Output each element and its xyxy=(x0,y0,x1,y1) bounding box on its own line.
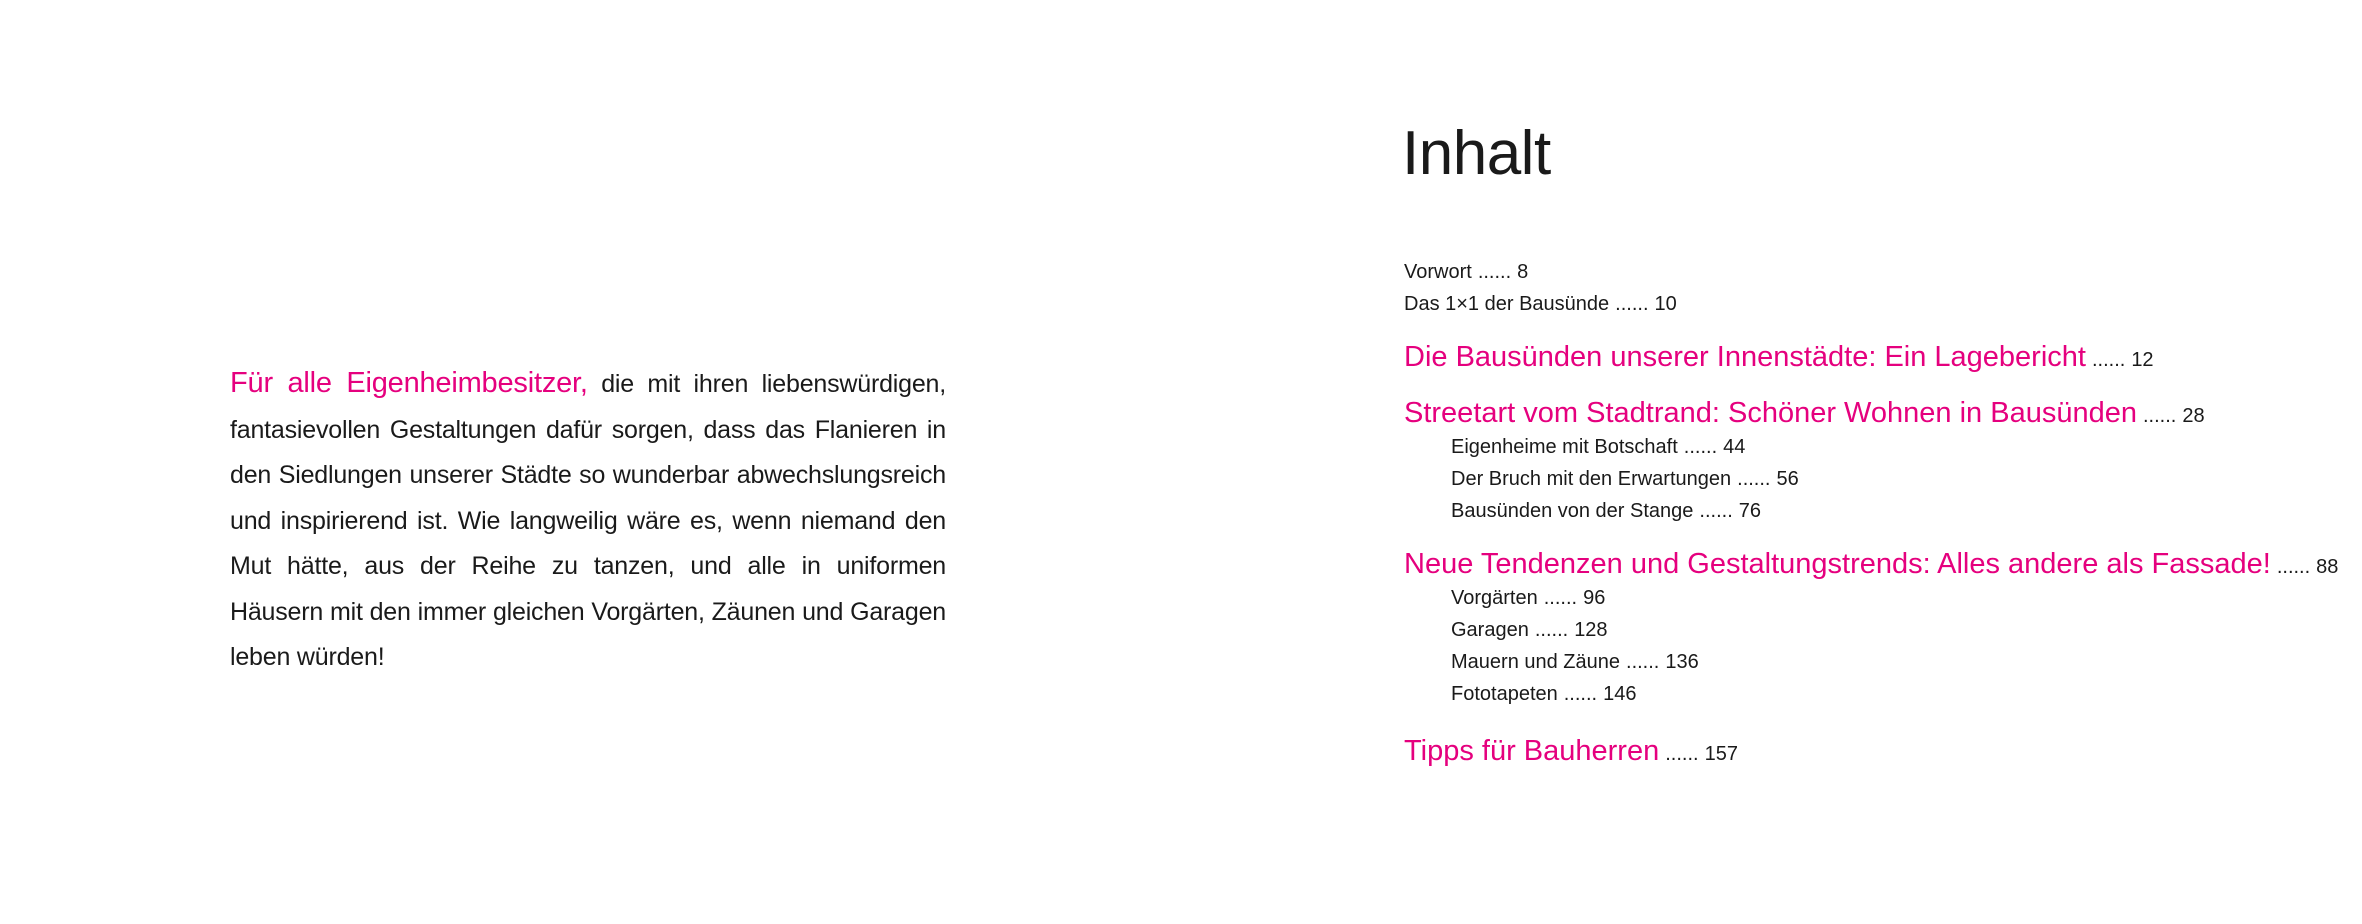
toc-chapter-title: Streetart vom Stadtrand: Schöner Wohnen in Bausünden xyxy=(1404,397,2137,429)
toc-entry-page: 96 xyxy=(1583,587,1606,609)
toc-entry-page: 128 xyxy=(1574,619,1608,641)
dedication-text: die mit ihren liebenswürdigen, fantasievollen Gestaltungen dafür sorgen, dass das Flanieren in den Siedlungen unserer Städte so wunderbar abwechslungsreich und inspirierend ist. Wie langweilig wäre es, wenn niemand den Mut hätte, aus der Reihe zu tanzen, und alle in uniformen Häusern mit den immer gleichen Vorgärten, Zäunen und Garagen leben würden! xyxy=(230,370,946,671)
toc-entry-page: 146 xyxy=(1603,683,1637,705)
toc-chapter-title: Die Bausünden unserer Innenstädte: Ein Lagebericht xyxy=(1404,341,2086,373)
toc-chapter-innenstaedte[interactable] xyxy=(1404,339,2344,375)
toc-entry-title: Bausünden von der Stange xyxy=(1451,500,1694,522)
toc-entry-vorwort[interactable] xyxy=(1404,256,2344,288)
toc-sub-stange[interactable] xyxy=(1404,495,2344,527)
toc-entry-title: Eigenheime mit Botschaft xyxy=(1451,436,1678,458)
toc-leader-dots: ...... xyxy=(1534,619,1569,641)
dedication-paragraph xyxy=(230,361,946,681)
toc-chapter-streetart[interactable] xyxy=(1404,395,2344,431)
toc-entry-title: Der Bruch mit den Erwartungen xyxy=(1451,468,1732,490)
toc-entry-page: 76 xyxy=(1738,500,1762,522)
toc-chapter-page: 12 xyxy=(2131,349,2154,371)
toc-leader-dots: ...... xyxy=(1543,587,1578,609)
toc-chapter-page: 28 xyxy=(2182,405,2205,427)
toc-entry-title: Mauern und Zäune xyxy=(1451,651,1621,673)
toc-leader-dots: ...... xyxy=(1563,683,1598,705)
toc-entry-page: 136 xyxy=(1665,651,1699,673)
toc-leader-dots: ...... xyxy=(1626,651,1660,673)
toc-entry-page: 10 xyxy=(1654,293,1677,315)
toc-leader-dots: ...... xyxy=(1615,293,1649,315)
toc-leader-dots: ...... xyxy=(1665,743,1699,765)
toc-leader-dots: ...... xyxy=(1699,500,1733,522)
toc-sub-vorgaerten[interactable] xyxy=(1404,582,2344,614)
toc-entry-title: Fototapeten xyxy=(1451,683,1558,705)
toc-chapter-page: 88 xyxy=(2316,556,2339,578)
toc-leader-dots: ...... xyxy=(1683,436,1718,458)
toc-chapter-page: 157 xyxy=(1704,743,1738,765)
toc-chapter-title: Tipps für Bauherren xyxy=(1404,735,1660,767)
toc-entry-page: 56 xyxy=(1776,468,1799,490)
toc-leader-dots: ...... xyxy=(1477,261,1512,283)
toc-entry-page: 8 xyxy=(1517,261,1529,283)
toc-leader-dots: ...... xyxy=(2091,349,2126,371)
toc-sub-mauern[interactable] xyxy=(1404,646,2344,678)
table-of-contents xyxy=(1404,256,2344,769)
toc-sub-eigenheime[interactable] xyxy=(1404,431,2344,463)
right-page xyxy=(1181,0,2362,924)
toc-entry-einmaleins[interactable] xyxy=(1404,288,2344,320)
toc-sub-garagen[interactable] xyxy=(1404,614,2344,646)
toc-sub-fototapeten[interactable] xyxy=(1404,678,2344,710)
toc-chapter-title: Neue Tendenzen und Gestaltungstrends: Alles andere als Fassade! xyxy=(1404,548,2271,580)
toc-entry-title: Vorwort xyxy=(1404,261,1472,283)
toc-entry-title: Garagen xyxy=(1451,619,1529,641)
toc-leader-dots: ...... xyxy=(1737,468,1771,490)
toc-leader-dots: ...... xyxy=(2276,556,2311,578)
toc-chapter-tendenzen[interactable] xyxy=(1404,546,2344,582)
toc-entry-title: Das 1×1 der Bausünde xyxy=(1404,293,1610,315)
toc-entry-title: Vorgärten xyxy=(1451,587,1538,609)
toc-chapter-tipps[interactable] xyxy=(1404,733,2344,769)
toc-sub-bruch[interactable] xyxy=(1404,463,2344,495)
toc-leader-dots: ...... xyxy=(2142,405,2177,427)
toc-title: Inhalt xyxy=(1402,119,1551,188)
dedication-accent: Für alle Eigenheimbesitzer, xyxy=(230,367,588,399)
toc-entry-page: 44 xyxy=(1723,436,1746,458)
